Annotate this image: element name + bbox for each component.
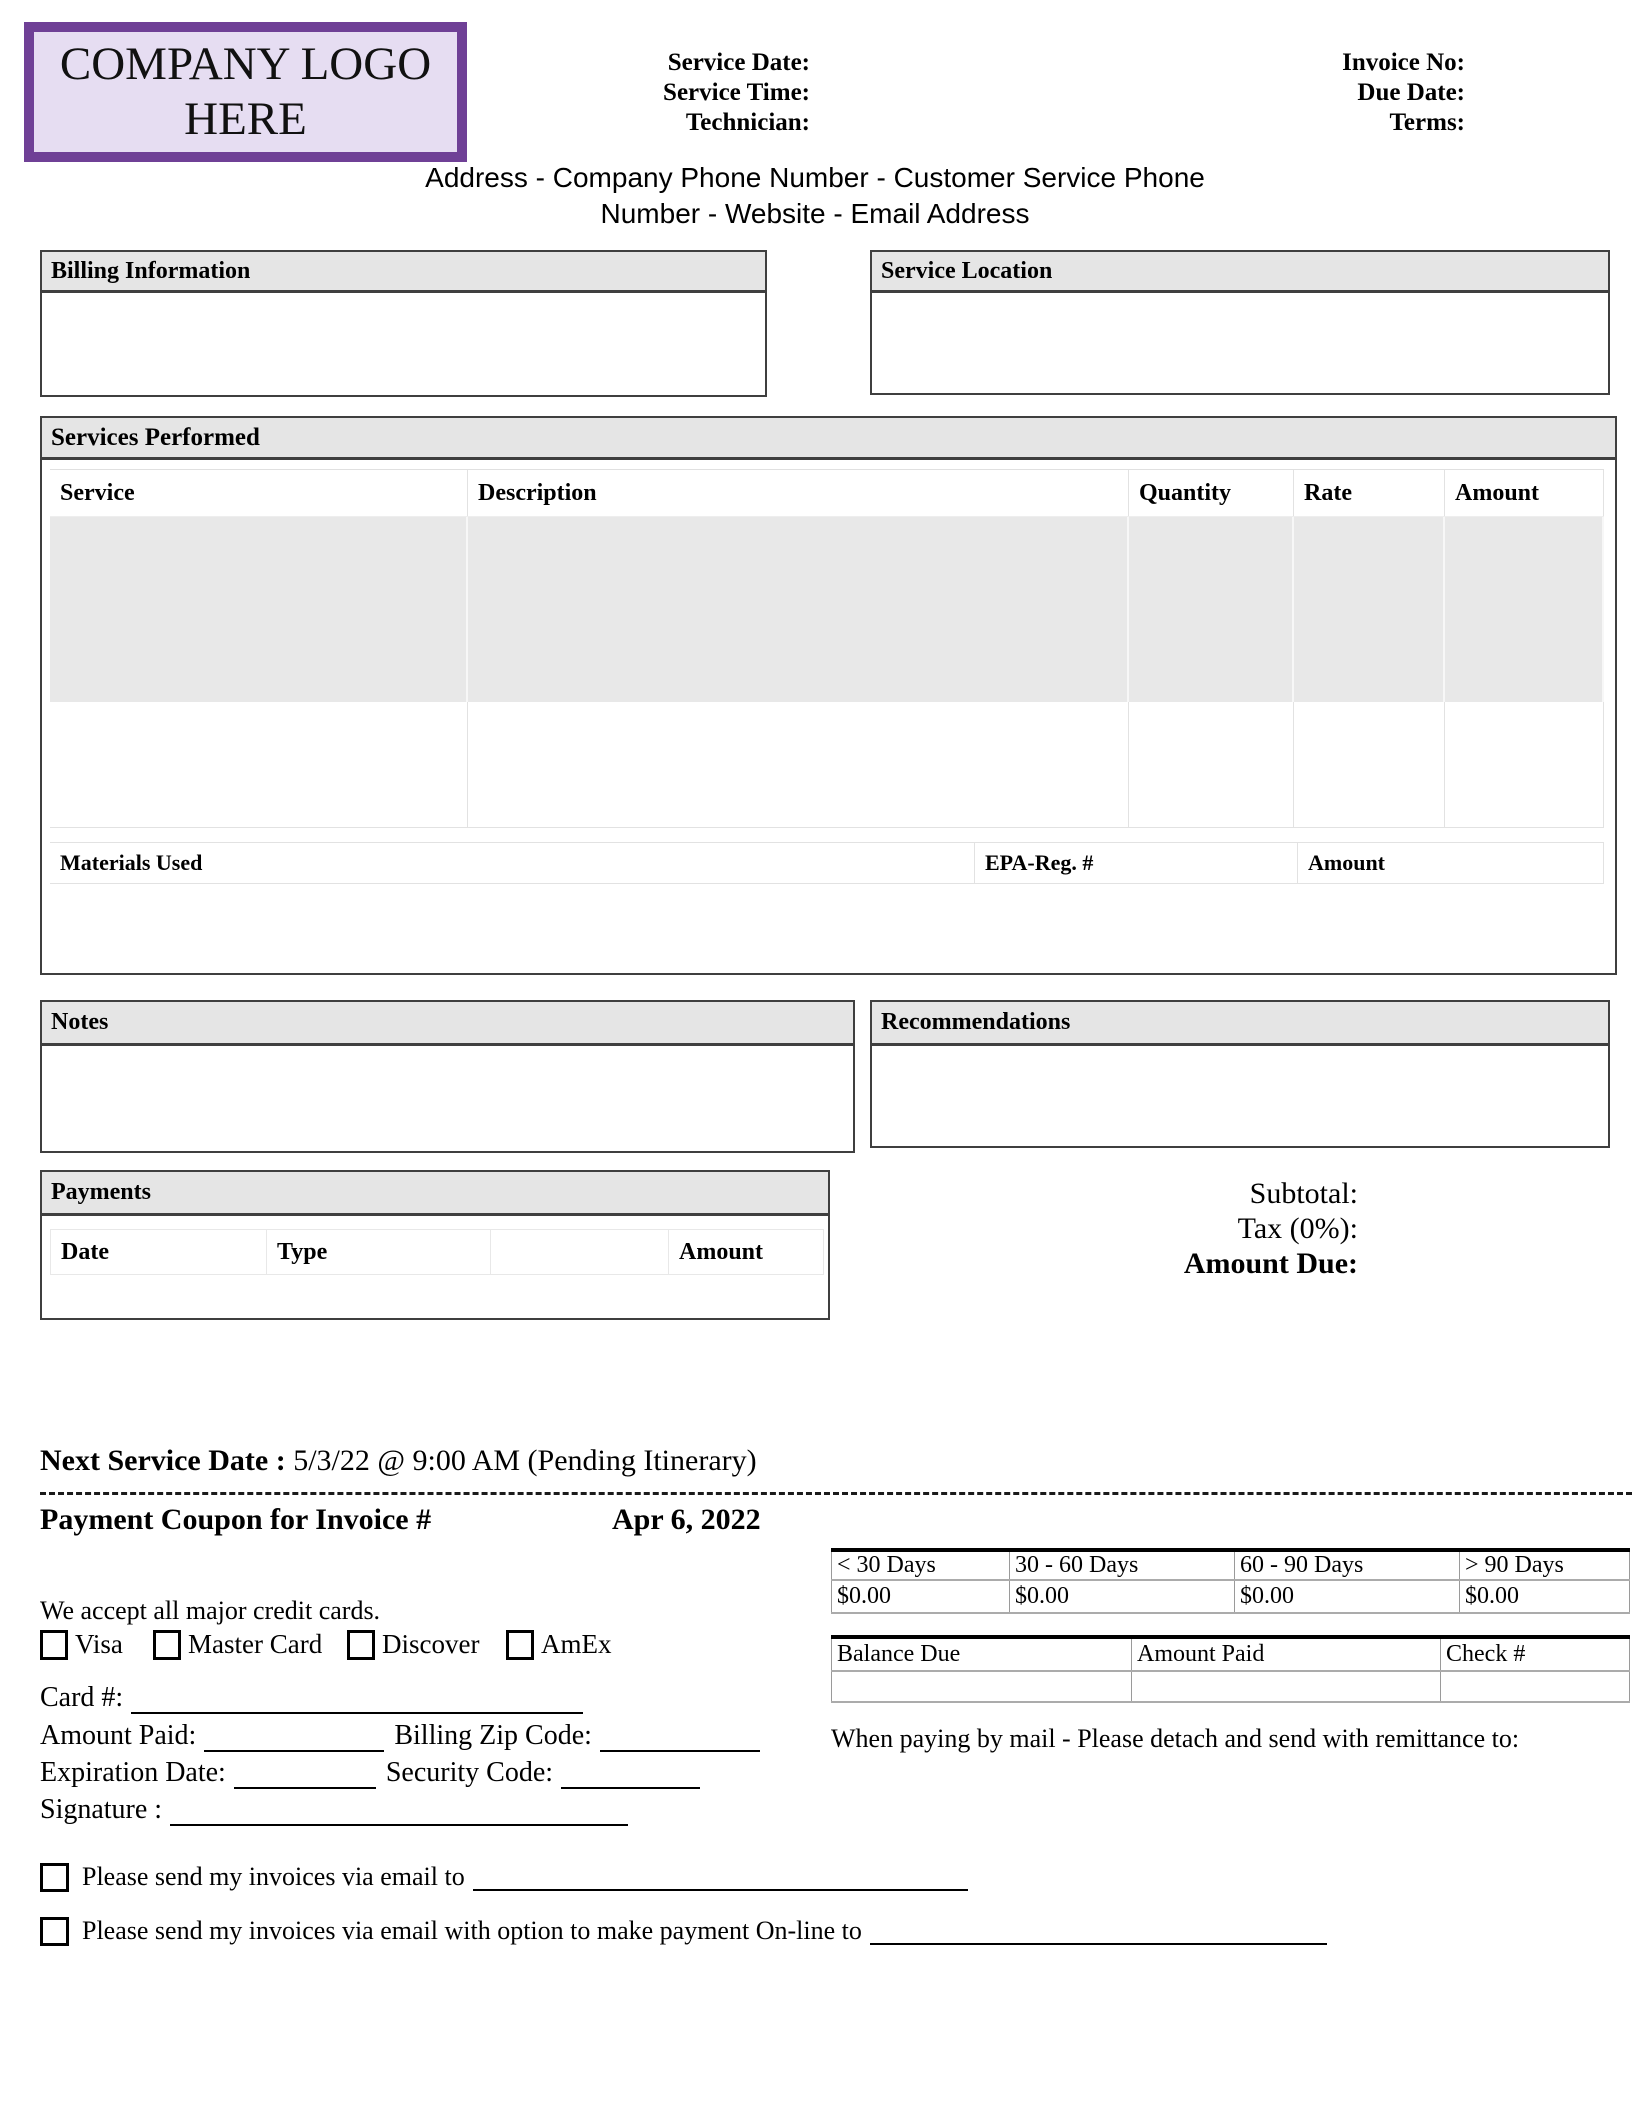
email-option1-row	[40, 1862, 968, 1892]
balance-values-row	[831, 1672, 1630, 1703]
email-option2-label: Please send my invoices via email with option to make payment On-line to	[82, 1916, 862, 1945]
billing-information-title: Billing Information	[51, 257, 251, 284]
recommendations-field[interactable]	[872, 1046, 1608, 1143]
balance-due-field[interactable]	[831, 1672, 1131, 1701]
email-option1-checkbox[interactable]	[40, 1863, 69, 1892]
aging-value-gt90: $0.00	[1459, 1581, 1630, 1612]
balance-due-col: Balance Due	[831, 1639, 1131, 1670]
col-amount: Amount	[1445, 470, 1604, 516]
amex-label: AmEx	[541, 1629, 612, 1659]
card-option-visa	[40, 1629, 123, 1660]
expiration-field[interactable]	[234, 1760, 376, 1789]
band-cell-quantity[interactable]	[1129, 517, 1294, 702]
aging-value-lt30: $0.00	[831, 1581, 1009, 1612]
logo-line1: COMPANY LOGO	[59, 37, 432, 90]
detach-dashed-line	[40, 1492, 1632, 1495]
tax-label: Tax (0%):	[1237, 1212, 1358, 1245]
next-service-label: Next Service Date :	[40, 1444, 286, 1477]
invoice-no-label: Invoice No:	[1342, 49, 1465, 76]
visa-label: Visa	[75, 1629, 123, 1659]
materials-used-field[interactable]	[50, 884, 1604, 969]
subtotal-label: Subtotal:	[1249, 1177, 1358, 1210]
payments-table-header-row	[50, 1229, 824, 1275]
address-line2: Number - Website - Email Address	[600, 198, 1030, 229]
empty-cell-description[interactable]	[468, 702, 1129, 828]
services-table-band-row[interactable]	[50, 517, 1604, 702]
expiration-line	[40, 1757, 700, 1789]
totals-block	[1000, 1176, 1358, 1281]
check-no-field[interactable]	[1440, 1672, 1630, 1701]
discover-label: Discover	[382, 1629, 480, 1659]
recommendations-header	[872, 1002, 1608, 1046]
band-cell-rate[interactable]	[1294, 517, 1445, 702]
services-performed-header	[42, 418, 1615, 460]
notes-field[interactable]	[42, 1046, 853, 1148]
aging-col-60-90: 60 - 90 Days	[1234, 1552, 1459, 1579]
band-cell-service[interactable]	[50, 517, 468, 702]
signature-field[interactable]	[170, 1797, 628, 1826]
signature-label: Signature :	[40, 1794, 163, 1825]
epa-reg-label: EPA-Reg. #	[975, 842, 1298, 884]
col-description: Description	[468, 470, 1129, 516]
col-quantity: Quantity	[1129, 470, 1294, 516]
security-code-label: Security Code:	[385, 1757, 554, 1788]
mastercard-label: Master Card	[188, 1629, 323, 1659]
aging-values-row	[831, 1581, 1630, 1614]
pay-col-blank	[491, 1229, 669, 1275]
materials-amount-label: Amount	[1298, 842, 1604, 884]
amount-paid-label: Amount Paid:	[40, 1720, 197, 1751]
aging-col-30-60: 30 - 60 Days	[1009, 1552, 1234, 1579]
pay-col-type: Type	[267, 1229, 491, 1275]
signature-line	[40, 1794, 628, 1826]
service-time-label: Service Time:	[663, 79, 810, 106]
company-logo-placeholder	[24, 22, 467, 162]
email-option2-row	[40, 1916, 1327, 1946]
aging-value-60-90: $0.00	[1234, 1581, 1459, 1612]
service-location-field[interactable]	[872, 293, 1608, 391]
aging-col-gt90: > 90 Days	[1459, 1552, 1630, 1579]
band-cell-amount[interactable]	[1445, 517, 1604, 702]
billing-information-box	[40, 250, 767, 397]
card-option-mastercard	[153, 1629, 322, 1660]
invoice-info-block	[1215, 48, 1465, 138]
email-option1-label: Please send my invoices via email to	[82, 1862, 465, 1891]
check-no-col: Check #	[1440, 1639, 1630, 1670]
materials-used-row	[50, 842, 1604, 884]
mastercard-checkbox[interactable]	[153, 1630, 181, 1660]
address-line1: Address - Company Phone Number - Customer Service Phone	[425, 162, 1205, 193]
amex-checkbox[interactable]	[506, 1630, 534, 1660]
amount-due-label: Amount Due:	[1183, 1247, 1358, 1280]
col-service: Service	[50, 470, 468, 516]
technician-label: Technician:	[685, 109, 810, 136]
coupon-title: Payment Coupon for Invoice #	[40, 1503, 432, 1536]
col-rate: Rate	[1294, 470, 1445, 516]
expiration-label: Expiration Date:	[40, 1757, 226, 1788]
services-performed-title: Services Performed	[51, 423, 260, 451]
company-address	[340, 160, 1290, 232]
service-info-block	[560, 48, 810, 138]
materials-used-label: Materials Used	[50, 842, 975, 884]
amount-paid-field[interactable]	[204, 1723, 384, 1752]
aging-table	[831, 1548, 1630, 1614]
aging-value-30-60: $0.00	[1009, 1581, 1234, 1612]
pay-col-date: Date	[50, 1229, 267, 1275]
email-option2-field[interactable]	[870, 1917, 1327, 1944]
mail-remittance-note: When paying by mail - Please detach and send with remittance to:	[831, 1724, 1520, 1753]
aging-col-lt30: < 30 Days	[831, 1552, 1009, 1579]
card-option-amex	[506, 1629, 612, 1660]
terms-label: Terms:	[1389, 109, 1465, 136]
card-option-discover	[347, 1629, 479, 1660]
coupon-date: Apr 6, 2022	[612, 1503, 761, 1536]
logo-line2: HERE	[184, 93, 307, 145]
services-table-header-row	[50, 469, 1604, 517]
email-option2-checkbox[interactable]	[40, 1917, 69, 1946]
discover-checkbox[interactable]	[347, 1630, 375, 1660]
balance-table	[831, 1635, 1630, 1703]
service-location-title: Service Location	[881, 257, 1053, 284]
payments-header	[42, 1172, 828, 1216]
due-date-label: Due Date:	[1357, 79, 1465, 106]
service-location-box	[870, 250, 1610, 395]
notes-header	[42, 1002, 853, 1046]
notes-title: Notes	[51, 1009, 109, 1035]
next-service-line	[40, 1444, 757, 1478]
payments-title: Payments	[51, 1179, 151, 1205]
visa-checkbox[interactable]	[40, 1630, 68, 1660]
email-option1-field[interactable]	[473, 1863, 968, 1890]
amount-paid-col: Amount Paid	[1131, 1639, 1440, 1670]
payments-box	[40, 1170, 830, 1320]
pay-col-amount: Amount	[669, 1229, 824, 1275]
amount-paid-line	[40, 1720, 760, 1752]
services-table	[50, 469, 1604, 828]
billing-zip-field[interactable]	[600, 1723, 760, 1752]
amount-paid-value-field[interactable]	[1131, 1672, 1440, 1701]
empty-cell-rate[interactable]	[1294, 702, 1445, 828]
recommendations-title: Recommendations	[881, 1009, 1071, 1035]
service-location-header	[872, 252, 1608, 293]
services-table-empty-row[interactable]	[50, 702, 1604, 828]
next-service-value: 5/3/22 @ 9:00 AM (Pending Itinerary)	[293, 1444, 757, 1477]
card-number-line	[40, 1682, 583, 1714]
billing-zip-label: Billing Zip Code:	[394, 1720, 592, 1751]
empty-cell-amount[interactable]	[1445, 702, 1604, 828]
card-number-label: Card #:	[40, 1682, 124, 1713]
service-date-label: Service Date:	[667, 49, 810, 76]
balance-header-row	[831, 1639, 1630, 1672]
billing-information-header	[42, 252, 765, 293]
card-number-field[interactable]	[131, 1685, 583, 1714]
notes-box	[40, 1000, 855, 1153]
aging-header-row	[831, 1552, 1630, 1581]
recommendations-box	[870, 1000, 1610, 1148]
empty-cell-service[interactable]	[50, 702, 468, 828]
empty-cell-quantity[interactable]	[1129, 702, 1294, 828]
accept-cards-text: We accept all major credit cards.	[40, 1596, 381, 1625]
payments-field[interactable]	[50, 1275, 824, 1315]
band-cell-description[interactable]	[468, 517, 1129, 702]
company-logo-text	[60, 37, 431, 148]
services-performed-box	[40, 416, 1617, 975]
security-code-field[interactable]	[561, 1760, 700, 1789]
billing-information-field[interactable]	[42, 293, 765, 393]
